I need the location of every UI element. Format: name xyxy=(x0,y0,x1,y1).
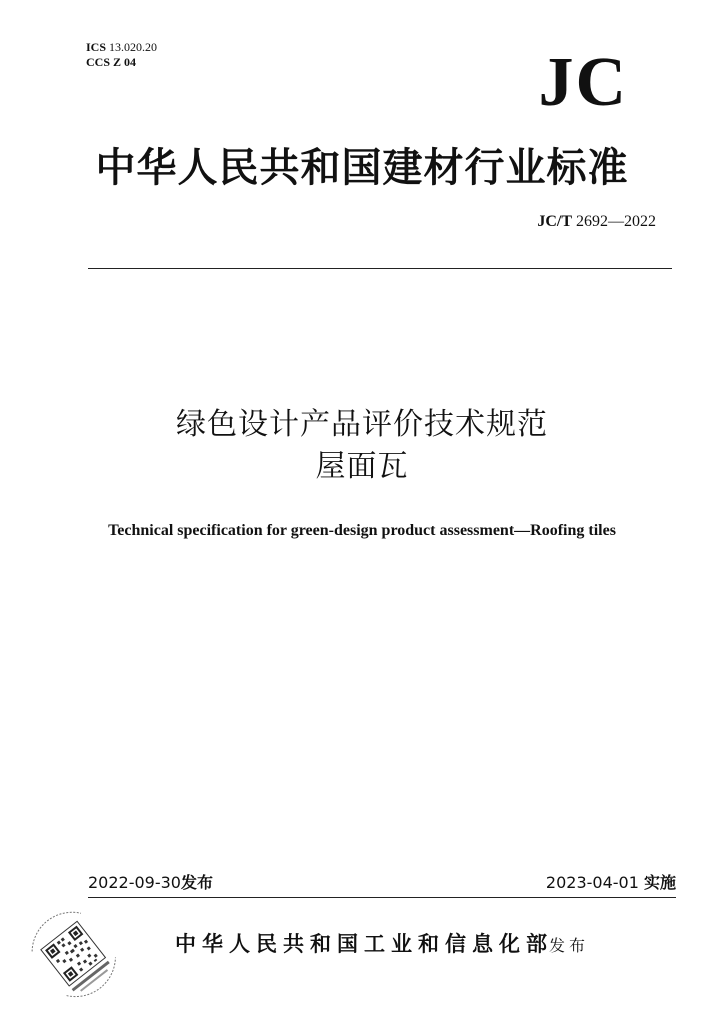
implement-date-line xyxy=(546,873,676,893)
publish-date-line xyxy=(88,873,213,893)
standard-org-title: 中华人民共和国建材行业标准 xyxy=(95,144,629,191)
publish-date: 2022-09-30 xyxy=(88,873,181,892)
issue-word: 发布 xyxy=(549,936,590,955)
ccs-value: Z 04 xyxy=(113,55,137,69)
implement-date: 2023-04-01 xyxy=(545,873,639,892)
standard-code-number: 2692—2022 xyxy=(576,213,656,230)
publish-suffix: 发布 xyxy=(180,873,213,892)
bottom-divider xyxy=(88,897,676,898)
ccs-code xyxy=(86,55,136,70)
jc-logo: JC xyxy=(538,44,628,121)
ics-code xyxy=(86,40,157,55)
qr-seal-icon xyxy=(30,908,120,1004)
standard-code-prefix: JC/T xyxy=(537,213,572,230)
title-english: Technical specification for green-design product assessment—Roofing tiles xyxy=(108,522,616,539)
title-chinese-line2: 屋面瓦 xyxy=(315,449,409,484)
ics-label: ICS xyxy=(86,40,107,54)
issuing-authority: 中华人民共和国工业和信息化部 xyxy=(175,931,553,956)
standard-code xyxy=(537,212,656,232)
ics-value: 13.020.20 xyxy=(109,40,158,54)
ccs-label: CCS xyxy=(86,55,111,69)
implement-suffix: 实施 xyxy=(643,873,676,892)
title-chinese-line1: 绿色设计产品评价技术规范 xyxy=(176,407,548,442)
top-divider xyxy=(88,268,672,269)
